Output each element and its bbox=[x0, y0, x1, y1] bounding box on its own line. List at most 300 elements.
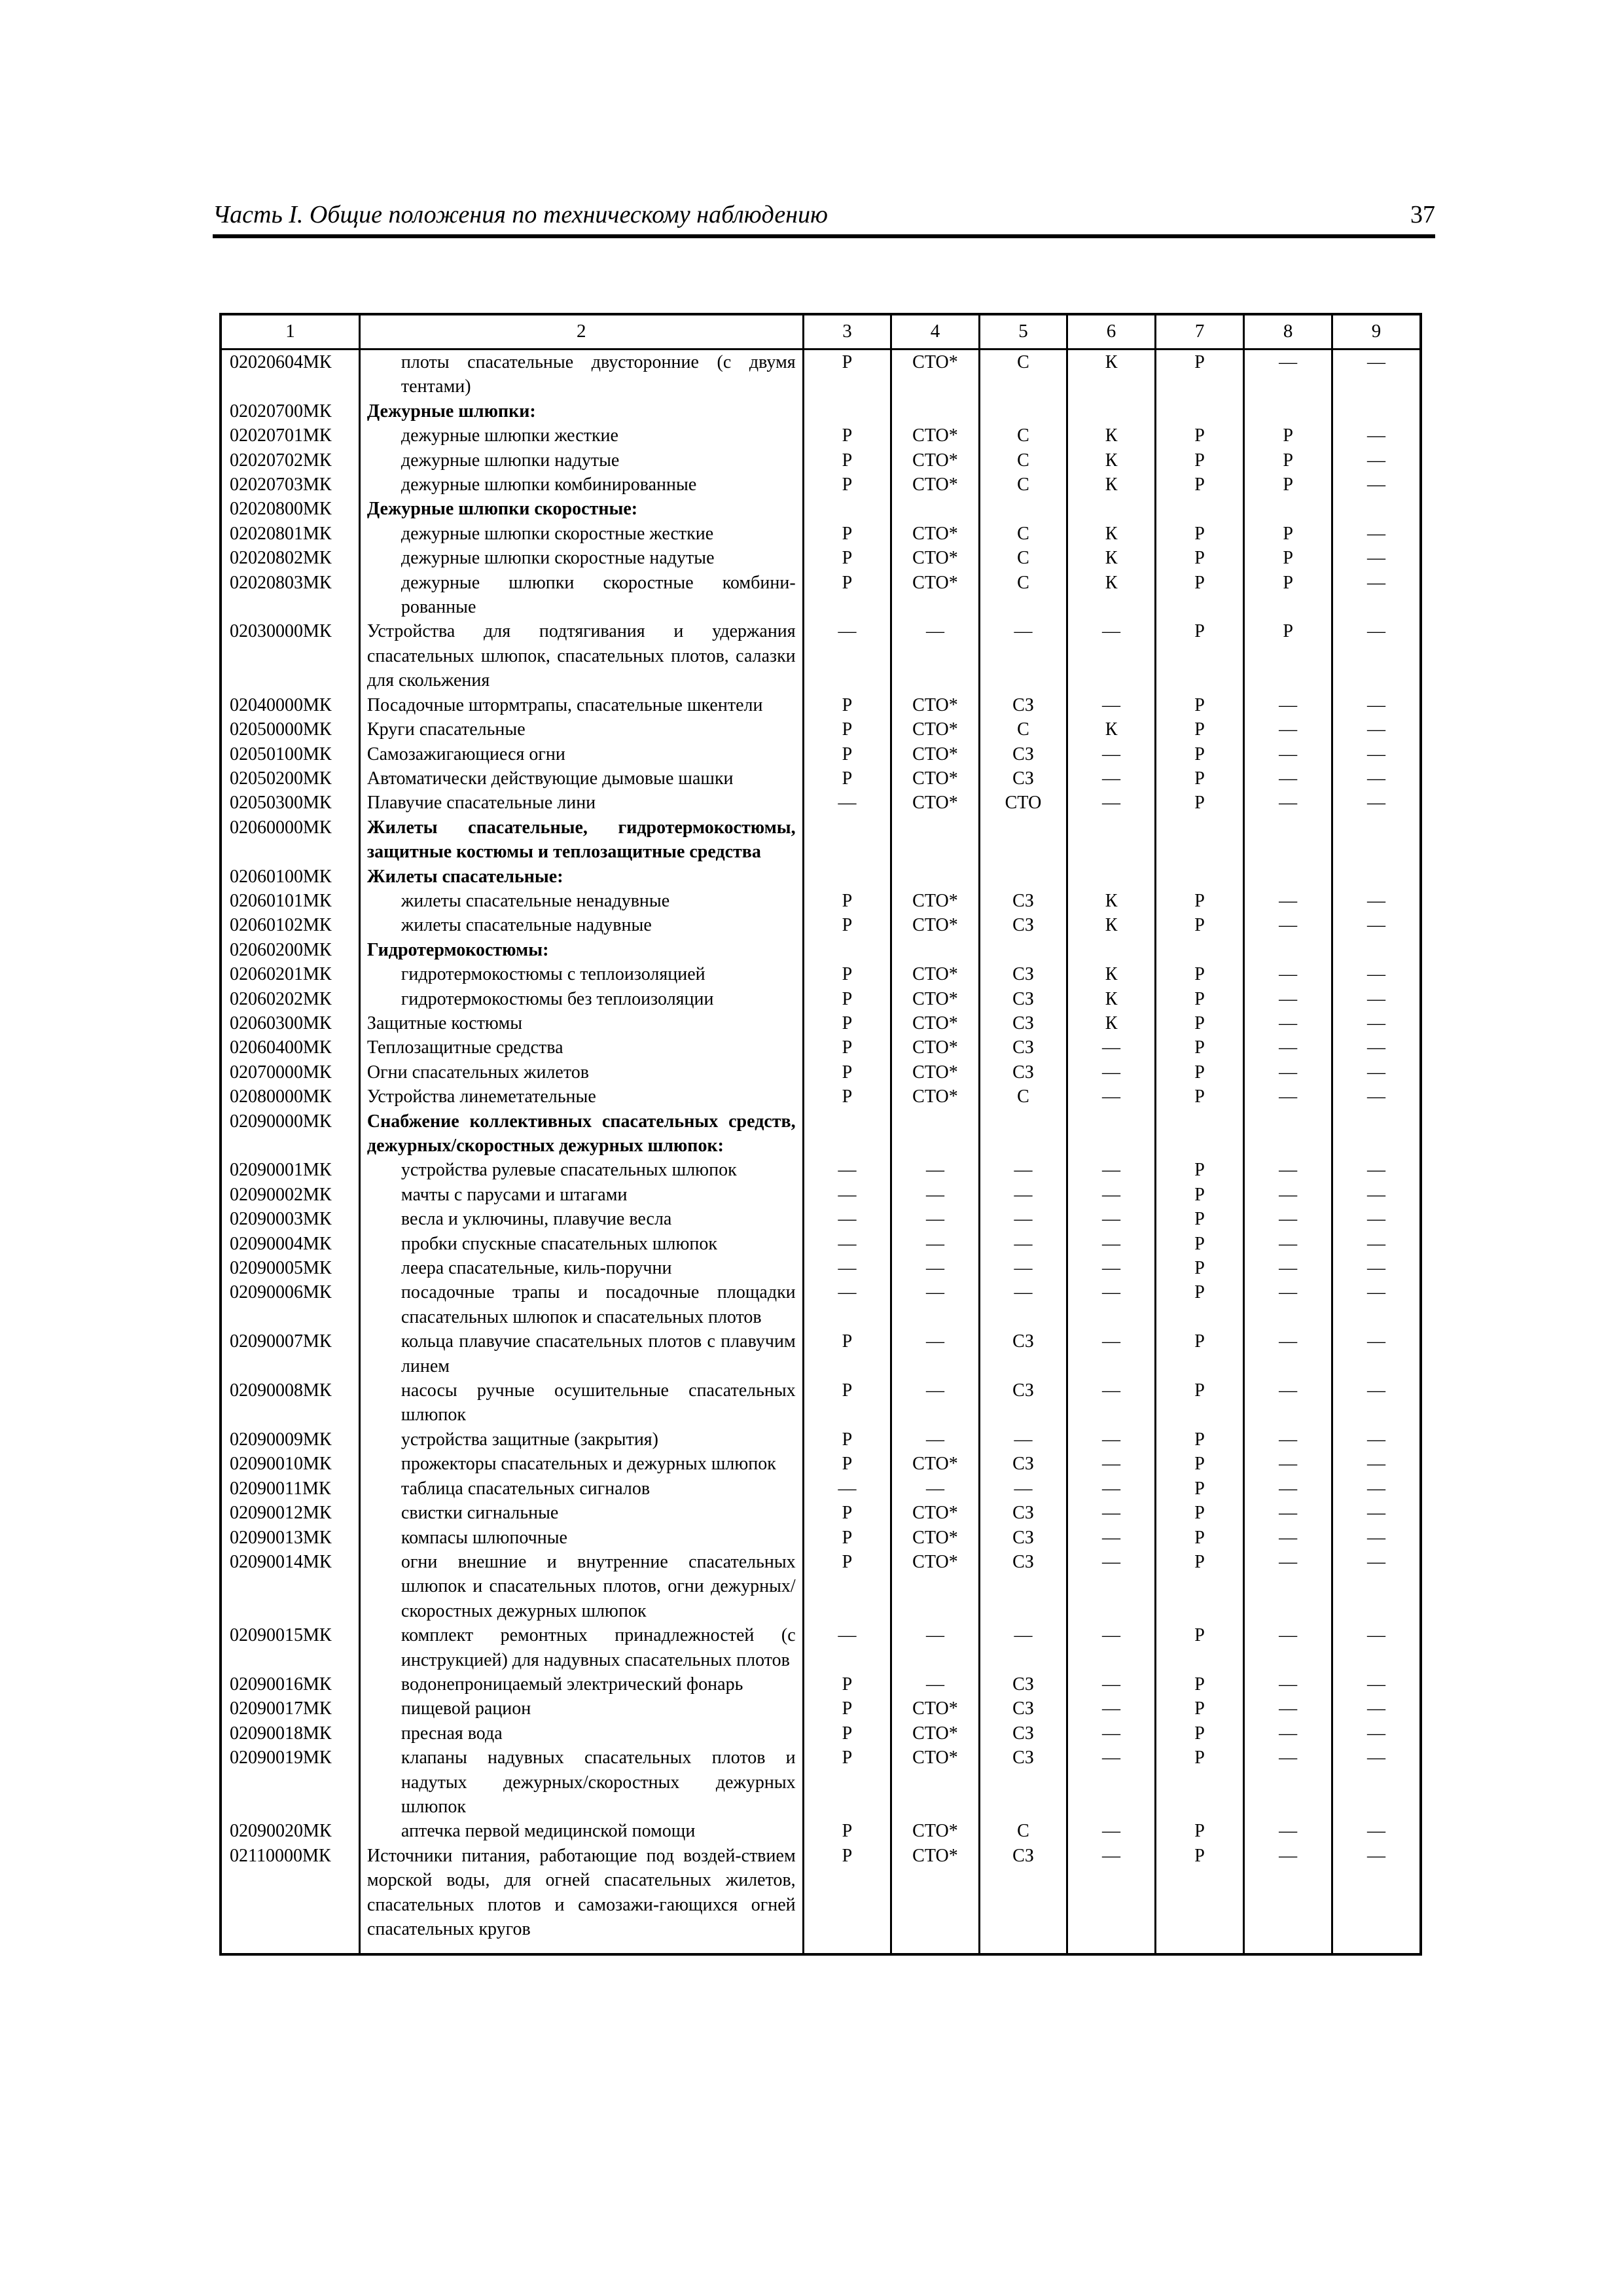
item-name: пробки спускные спасательных шлюпок bbox=[359, 1232, 803, 1256]
mark-col-5: СЗ bbox=[979, 742, 1067, 766]
mark-col-8: — bbox=[1244, 1746, 1332, 1819]
mark-col-7: Р bbox=[1155, 1501, 1244, 1525]
mark-col-3: Р bbox=[803, 889, 891, 913]
mark-col-9: — bbox=[1332, 1452, 1421, 1476]
mark-col-4: СТО* bbox=[891, 448, 980, 473]
mark-col-8: Р bbox=[1244, 522, 1332, 546]
mark-col-6: — bbox=[1067, 1060, 1156, 1085]
mark-col-3: Р bbox=[803, 766, 891, 791]
item-name: Самозажигающиеся огни bbox=[359, 742, 803, 766]
mark-col-8: — bbox=[1244, 1207, 1332, 1231]
table-row bbox=[221, 791, 1421, 815]
mark-col-6: К bbox=[1067, 913, 1156, 937]
mark-col-3: Р bbox=[803, 1329, 891, 1378]
mark-col-9: — bbox=[1332, 546, 1421, 570]
table-row bbox=[221, 350, 1421, 399]
mark-col-7: Р bbox=[1155, 766, 1244, 791]
item-name: Снабжение коллективных спасательных средств, дежурных/скоростных дежурных шлюпок: bbox=[359, 1109, 803, 1158]
mark-col-7: Р bbox=[1155, 1329, 1244, 1378]
item-name: Круги спасательные bbox=[359, 717, 803, 742]
mark-col-6: — bbox=[1067, 1378, 1156, 1427]
mark-col-5: С bbox=[979, 448, 1067, 473]
mark-col-6: — bbox=[1067, 742, 1156, 766]
mark-col-5: СЗ bbox=[979, 1844, 1067, 1955]
mark-col-4: СТО* bbox=[891, 742, 980, 766]
mark-col-6: К bbox=[1067, 522, 1156, 546]
mark-col-8 bbox=[1244, 1109, 1332, 1158]
mark-col-4: СТО* bbox=[891, 1844, 980, 1955]
column-number-row bbox=[221, 314, 1421, 350]
table-row bbox=[221, 1183, 1421, 1207]
mark-col-4: СТО* bbox=[891, 1035, 980, 1060]
item-name: дежурные шлюпки жесткие bbox=[359, 423, 803, 448]
mark-col-5: СЗ bbox=[979, 913, 1067, 937]
item-name: Источники питания, работающие под воздей-ствием морской воды, для огней спасательных жилетов, спасательных плотов и самозажи-гающихся огней спасательных кругов bbox=[359, 1844, 803, 1955]
item-code: 02110000МК bbox=[221, 1844, 359, 1955]
item-name: огни внешние и внутренние спасательных шлюпок и спасательных плотов, огни дежурных/скоростных дежурных шлюпок bbox=[359, 1550, 803, 1623]
mark-col-8: Р bbox=[1244, 546, 1332, 570]
table-row bbox=[221, 1427, 1421, 1452]
mark-col-9 bbox=[1332, 816, 1421, 865]
item-code: 02090009МК bbox=[221, 1427, 359, 1452]
item-name: устройства рулевые спасательных шлюпок bbox=[359, 1158, 803, 1182]
mark-col-4: СТО* bbox=[891, 473, 980, 497]
item-code: 02090013МК bbox=[221, 1526, 359, 1550]
mark-col-8: — bbox=[1244, 717, 1332, 742]
item-code: 02060200МК bbox=[221, 938, 359, 962]
mark-col-4: СТО* bbox=[891, 571, 980, 620]
mark-col-4 bbox=[891, 399, 980, 423]
table-row bbox=[221, 1378, 1421, 1427]
item-code: 02090016МК bbox=[221, 1672, 359, 1696]
item-code: 02090017МК bbox=[221, 1696, 359, 1721]
mark-col-4: — bbox=[891, 1158, 980, 1182]
mark-col-8 bbox=[1244, 497, 1332, 521]
mark-col-3: Р bbox=[803, 1035, 891, 1060]
item-code: 02060202МК bbox=[221, 987, 359, 1011]
mark-col-7 bbox=[1155, 1109, 1244, 1158]
mark-col-8: — bbox=[1244, 693, 1332, 717]
item-code: 02050300МК bbox=[221, 791, 359, 815]
mark-col-6 bbox=[1067, 399, 1156, 423]
mark-col-9: — bbox=[1332, 350, 1421, 399]
mark-col-7: Р bbox=[1155, 1207, 1244, 1231]
mark-col-9: — bbox=[1332, 1427, 1421, 1452]
item-name: пресная вода bbox=[359, 1721, 803, 1746]
mark-col-5: СЗ bbox=[979, 1721, 1067, 1746]
mark-col-6: К bbox=[1067, 889, 1156, 913]
item-code: 02020803МК bbox=[221, 571, 359, 620]
mark-col-3: Р bbox=[803, 962, 891, 986]
mark-col-3: — bbox=[803, 1158, 891, 1182]
mark-col-5: СЗ bbox=[979, 1329, 1067, 1378]
mark-col-8: — bbox=[1244, 1011, 1332, 1035]
mark-col-3: Р bbox=[803, 1378, 891, 1427]
mark-col-5: — bbox=[979, 1477, 1067, 1501]
mark-col-7: Р bbox=[1155, 791, 1244, 815]
item-code: 02090007МК bbox=[221, 1329, 359, 1378]
mark-col-3: — bbox=[803, 1623, 891, 1672]
mark-col-7: Р bbox=[1155, 350, 1244, 399]
mark-col-3: Р bbox=[803, 1550, 891, 1623]
mark-col-9: — bbox=[1332, 766, 1421, 791]
mark-col-6: — bbox=[1067, 1696, 1156, 1721]
mark-col-3 bbox=[803, 1109, 891, 1158]
mark-col-8: — bbox=[1244, 1158, 1332, 1182]
item-name: Устройства линеметательные bbox=[359, 1085, 803, 1109]
mark-col-3 bbox=[803, 816, 891, 865]
item-name: дежурные шлюпки надутые bbox=[359, 448, 803, 473]
mark-col-4: СТО* bbox=[891, 1696, 980, 1721]
item-code: 02030000МК bbox=[221, 619, 359, 692]
mark-col-9: — bbox=[1332, 1158, 1421, 1182]
mark-col-6: К bbox=[1067, 350, 1156, 399]
mark-col-6: — bbox=[1067, 1844, 1156, 1955]
mark-col-6: — bbox=[1067, 1746, 1156, 1819]
mark-col-5: — bbox=[979, 1232, 1067, 1256]
mark-col-8: — bbox=[1244, 1819, 1332, 1843]
mark-col-3: — bbox=[803, 1477, 891, 1501]
mark-col-7: Р bbox=[1155, 889, 1244, 913]
table-row bbox=[221, 1452, 1421, 1476]
mark-col-9: — bbox=[1332, 1378, 1421, 1427]
mark-col-9: — bbox=[1332, 742, 1421, 766]
mark-col-7: Р bbox=[1155, 1035, 1244, 1060]
mark-col-8: — bbox=[1244, 791, 1332, 815]
table-row bbox=[221, 962, 1421, 986]
table-row bbox=[221, 1501, 1421, 1525]
mark-col-9: — bbox=[1332, 1746, 1421, 1819]
mark-col-7: Р bbox=[1155, 1672, 1244, 1696]
mark-col-3: — bbox=[803, 1280, 891, 1329]
item-name: Теплозащитные средства bbox=[359, 1035, 803, 1060]
mark-col-8: — bbox=[1244, 1329, 1332, 1378]
mark-col-6: К bbox=[1067, 1011, 1156, 1035]
mark-col-3: Р bbox=[803, 742, 891, 766]
mark-col-4: СТО* bbox=[891, 913, 980, 937]
mark-col-7: Р bbox=[1155, 1256, 1244, 1280]
mark-col-8: — bbox=[1244, 1378, 1332, 1427]
mark-col-5: С bbox=[979, 1819, 1067, 1843]
mark-col-4: СТО* bbox=[891, 546, 980, 570]
mark-col-7: Р bbox=[1155, 1280, 1244, 1329]
mark-col-6: — bbox=[1067, 1207, 1156, 1231]
mark-col-6: К bbox=[1067, 987, 1156, 1011]
item-code: 02090015МК bbox=[221, 1623, 359, 1672]
mark-col-3: Р bbox=[803, 987, 891, 1011]
mark-col-9 bbox=[1332, 497, 1421, 521]
item-code: 02020700МК bbox=[221, 399, 359, 423]
mark-col-8: — bbox=[1244, 987, 1332, 1011]
mark-col-6: — bbox=[1067, 1232, 1156, 1256]
mark-col-6 bbox=[1067, 1109, 1156, 1158]
item-code: 02020800МК bbox=[221, 497, 359, 521]
mark-col-5: СЗ bbox=[979, 1011, 1067, 1035]
mark-col-8: — bbox=[1244, 1696, 1332, 1721]
mark-col-8: — bbox=[1244, 766, 1332, 791]
table-row bbox=[221, 1011, 1421, 1035]
mark-col-8: — bbox=[1244, 1623, 1332, 1672]
mark-col-6: — bbox=[1067, 1183, 1156, 1207]
mark-col-5 bbox=[979, 865, 1067, 889]
mark-col-4: СТО* bbox=[891, 717, 980, 742]
mark-col-6: — bbox=[1067, 693, 1156, 717]
mark-col-3: — bbox=[803, 791, 891, 815]
item-code: 02090000МК bbox=[221, 1109, 359, 1158]
item-code: 02020801МК bbox=[221, 522, 359, 546]
mark-col-7: Р bbox=[1155, 1721, 1244, 1746]
mark-col-5: С bbox=[979, 546, 1067, 570]
item-name: дежурные шлюпки комбинированные bbox=[359, 473, 803, 497]
mark-col-3 bbox=[803, 399, 891, 423]
mark-col-4: — bbox=[891, 1623, 980, 1672]
mark-col-8 bbox=[1244, 865, 1332, 889]
item-code: 02090005МК bbox=[221, 1256, 359, 1280]
mark-col-5: С bbox=[979, 350, 1067, 399]
mark-col-6: К bbox=[1067, 423, 1156, 448]
mark-col-7: Р bbox=[1155, 1623, 1244, 1672]
mark-col-4: СТО* bbox=[891, 1550, 980, 1623]
column-header: 9 bbox=[1332, 314, 1421, 350]
mark-col-5: — bbox=[979, 1427, 1067, 1452]
mark-col-8: — bbox=[1244, 1672, 1332, 1696]
mark-col-6: — bbox=[1067, 1477, 1156, 1501]
mark-col-5: С bbox=[979, 473, 1067, 497]
mark-col-4 bbox=[891, 816, 980, 865]
mark-col-4: СТО* bbox=[891, 693, 980, 717]
table-row bbox=[221, 1207, 1421, 1231]
mark-col-9: — bbox=[1332, 1550, 1421, 1623]
mark-col-3: Р bbox=[803, 1427, 891, 1452]
mark-col-8: Р bbox=[1244, 473, 1332, 497]
mark-col-3: Р bbox=[803, 1060, 891, 1085]
mark-col-9: — bbox=[1332, 1672, 1421, 1696]
mark-col-4: — bbox=[891, 1207, 980, 1231]
item-name: посадочные трапы и посадочные площадки спасательных шлюпок и спасательных плотов bbox=[359, 1280, 803, 1329]
table-row bbox=[221, 546, 1421, 570]
mark-col-4: СТО* bbox=[891, 766, 980, 791]
mark-col-9 bbox=[1332, 865, 1421, 889]
mark-col-9: — bbox=[1332, 962, 1421, 986]
table-row bbox=[221, 448, 1421, 473]
table-row bbox=[221, 693, 1421, 717]
mark-col-4: СТО* bbox=[891, 962, 980, 986]
mark-col-7: Р bbox=[1155, 448, 1244, 473]
mark-col-8: — bbox=[1244, 350, 1332, 399]
mark-col-3: Р bbox=[803, 522, 891, 546]
item-code: 02050100МК bbox=[221, 742, 359, 766]
mark-col-3: Р bbox=[803, 913, 891, 937]
item-name: весла и уключины, плавучие весла bbox=[359, 1207, 803, 1231]
mark-col-8: — bbox=[1244, 1280, 1332, 1329]
mark-col-8: — bbox=[1244, 1452, 1332, 1476]
mark-col-3: Р bbox=[803, 1526, 891, 1550]
item-code: 02090012МК bbox=[221, 1501, 359, 1525]
item-code: 02020702МК bbox=[221, 448, 359, 473]
column-header: 1 bbox=[221, 314, 359, 350]
mark-col-4: СТО* bbox=[891, 987, 980, 1011]
table-row bbox=[221, 399, 1421, 423]
item-code: 02090014МК bbox=[221, 1550, 359, 1623]
item-name: Устройства для подтягивания и удержания спасательных шлюпок, спасательных плотов, салазки для скольжения bbox=[359, 619, 803, 692]
column-header: 8 bbox=[1244, 314, 1332, 350]
mark-col-6 bbox=[1067, 865, 1156, 889]
mark-col-9: — bbox=[1332, 913, 1421, 937]
mark-col-9: — bbox=[1332, 791, 1421, 815]
mark-col-4: — bbox=[891, 1477, 980, 1501]
mark-col-3: Р bbox=[803, 1011, 891, 1035]
item-code: 02090004МК bbox=[221, 1232, 359, 1256]
item-name: Автоматически действующие дымовые шашки bbox=[359, 766, 803, 791]
table-row bbox=[221, 1526, 1421, 1550]
mark-col-5: С bbox=[979, 423, 1067, 448]
mark-col-3: Р bbox=[803, 1085, 891, 1109]
table-row bbox=[221, 816, 1421, 865]
mark-col-8: — bbox=[1244, 1550, 1332, 1623]
mark-col-3: Р bbox=[803, 546, 891, 570]
item-name: клапаны надувных спасательных плотов и надутых дежурных/скоростных дежурных шлюпок bbox=[359, 1746, 803, 1819]
mark-col-7: Р bbox=[1155, 1696, 1244, 1721]
mark-col-5: С bbox=[979, 522, 1067, 546]
item-code: 02040000МК bbox=[221, 693, 359, 717]
mark-col-4: — bbox=[891, 1427, 980, 1452]
mark-col-5: СЗ bbox=[979, 1378, 1067, 1427]
mark-col-6: — bbox=[1067, 1035, 1156, 1060]
mark-col-7: Р bbox=[1155, 1819, 1244, 1843]
mark-col-9: — bbox=[1332, 423, 1421, 448]
mark-col-9: — bbox=[1332, 1526, 1421, 1550]
mark-col-7: Р bbox=[1155, 1746, 1244, 1819]
column-header: 7 bbox=[1155, 314, 1244, 350]
mark-col-4: — bbox=[891, 1672, 980, 1696]
mark-col-9 bbox=[1332, 399, 1421, 423]
page-number: 37 bbox=[1410, 201, 1435, 228]
mark-col-4: — bbox=[891, 1329, 980, 1378]
column-header: 6 bbox=[1067, 314, 1156, 350]
mark-col-5 bbox=[979, 938, 1067, 962]
mark-col-7: Р bbox=[1155, 522, 1244, 546]
table-row bbox=[221, 473, 1421, 497]
item-name: компасы шлюпочные bbox=[359, 1526, 803, 1550]
mark-col-3: Р bbox=[803, 448, 891, 473]
mark-col-9: — bbox=[1332, 1256, 1421, 1280]
item-name: Защитные костюмы bbox=[359, 1011, 803, 1035]
mark-col-6: — bbox=[1067, 1427, 1156, 1452]
mark-col-8: Р bbox=[1244, 619, 1332, 692]
table-row bbox=[221, 1329, 1421, 1378]
mark-col-8: — bbox=[1244, 1427, 1332, 1452]
mark-col-3: — bbox=[803, 619, 891, 692]
mark-col-7 bbox=[1155, 497, 1244, 521]
item-code: 02090002МК bbox=[221, 1183, 359, 1207]
item-name: леера спасательные, киль-поручни bbox=[359, 1256, 803, 1280]
mark-col-4 bbox=[891, 1109, 980, 1158]
mark-col-7: Р bbox=[1155, 1158, 1244, 1182]
mark-col-3: — bbox=[803, 1232, 891, 1256]
mark-col-8: — bbox=[1244, 1060, 1332, 1085]
table-body bbox=[221, 350, 1421, 1955]
mark-col-7: Р bbox=[1155, 1452, 1244, 1476]
mark-col-9: — bbox=[1332, 1329, 1421, 1378]
table-row bbox=[221, 619, 1421, 692]
mark-col-4: СТО* bbox=[891, 1721, 980, 1746]
mark-col-9: — bbox=[1332, 522, 1421, 546]
mark-col-6: — bbox=[1067, 1501, 1156, 1525]
mark-col-4: — bbox=[891, 1183, 980, 1207]
item-code: 02020701МК bbox=[221, 423, 359, 448]
mark-col-5: — bbox=[979, 619, 1067, 692]
table-row bbox=[221, 1109, 1421, 1158]
mark-col-3: Р bbox=[803, 693, 891, 717]
item-name: комплект ремонтных принадлежностей (с инструкцией) для надувных спасательных плотов bbox=[359, 1623, 803, 1672]
mark-col-5 bbox=[979, 497, 1067, 521]
mark-col-4: СТО* bbox=[891, 889, 980, 913]
mark-col-9: — bbox=[1332, 1060, 1421, 1085]
mark-col-9: — bbox=[1332, 717, 1421, 742]
mark-col-5: С bbox=[979, 571, 1067, 620]
column-header: 3 bbox=[803, 314, 891, 350]
mark-col-3: — bbox=[803, 1207, 891, 1231]
mark-col-5: СЗ bbox=[979, 987, 1067, 1011]
item-name: насосы ручные осушительные спасательных шлюпок bbox=[359, 1378, 803, 1427]
column-header: 2 bbox=[359, 314, 803, 350]
mark-col-8: — bbox=[1244, 1256, 1332, 1280]
mark-col-8: — bbox=[1244, 1526, 1332, 1550]
table-row bbox=[221, 571, 1421, 620]
mark-col-6: — bbox=[1067, 1550, 1156, 1623]
item-name: прожекторы спасательных и дежурных шлюпок bbox=[359, 1452, 803, 1476]
table-row bbox=[221, 1819, 1421, 1843]
mark-col-8 bbox=[1244, 399, 1332, 423]
mark-col-3: Р bbox=[803, 571, 891, 620]
item-name: водонепроницаемый электрический фонарь bbox=[359, 1672, 803, 1696]
item-code: 02060101МК bbox=[221, 889, 359, 913]
mark-col-5: СЗ bbox=[979, 962, 1067, 986]
item-name: пищевой рацион bbox=[359, 1696, 803, 1721]
mark-col-7: Р bbox=[1155, 1183, 1244, 1207]
mark-col-3: — bbox=[803, 1183, 891, 1207]
item-name: Дежурные шлюпки: bbox=[359, 399, 803, 423]
mark-col-9: — bbox=[1332, 619, 1421, 692]
mark-col-7: Р bbox=[1155, 693, 1244, 717]
mark-col-6: — bbox=[1067, 1526, 1156, 1550]
mark-col-9: — bbox=[1332, 1477, 1421, 1501]
mark-col-4: — bbox=[891, 1280, 980, 1329]
table-row bbox=[221, 889, 1421, 913]
item-name: Огни спасательных жилетов bbox=[359, 1060, 803, 1085]
table-row bbox=[221, 938, 1421, 962]
mark-col-3: Р bbox=[803, 1819, 891, 1843]
mark-col-9: — bbox=[1332, 1696, 1421, 1721]
mark-col-7: Р bbox=[1155, 1526, 1244, 1550]
mark-col-6: К bbox=[1067, 717, 1156, 742]
table-row bbox=[221, 1550, 1421, 1623]
mark-col-3: Р bbox=[803, 1501, 891, 1525]
item-code: 02050000МК bbox=[221, 717, 359, 742]
item-code: 02090003МК bbox=[221, 1207, 359, 1231]
mark-col-5: СЗ bbox=[979, 1550, 1067, 1623]
item-code: 02090001МК bbox=[221, 1158, 359, 1182]
column-header: 5 bbox=[979, 314, 1067, 350]
mark-col-5: СЗ bbox=[979, 1746, 1067, 1819]
column-header: 4 bbox=[891, 314, 980, 350]
mark-col-9: — bbox=[1332, 1819, 1421, 1843]
item-code: 02060300МК bbox=[221, 1011, 359, 1035]
mark-col-4: СТО* bbox=[891, 1819, 980, 1843]
mark-col-6: — bbox=[1067, 1085, 1156, 1109]
item-name: кольца плавучие спасательных плотов с плавучим линем bbox=[359, 1329, 803, 1378]
mark-col-4: СТО* bbox=[891, 1746, 980, 1819]
